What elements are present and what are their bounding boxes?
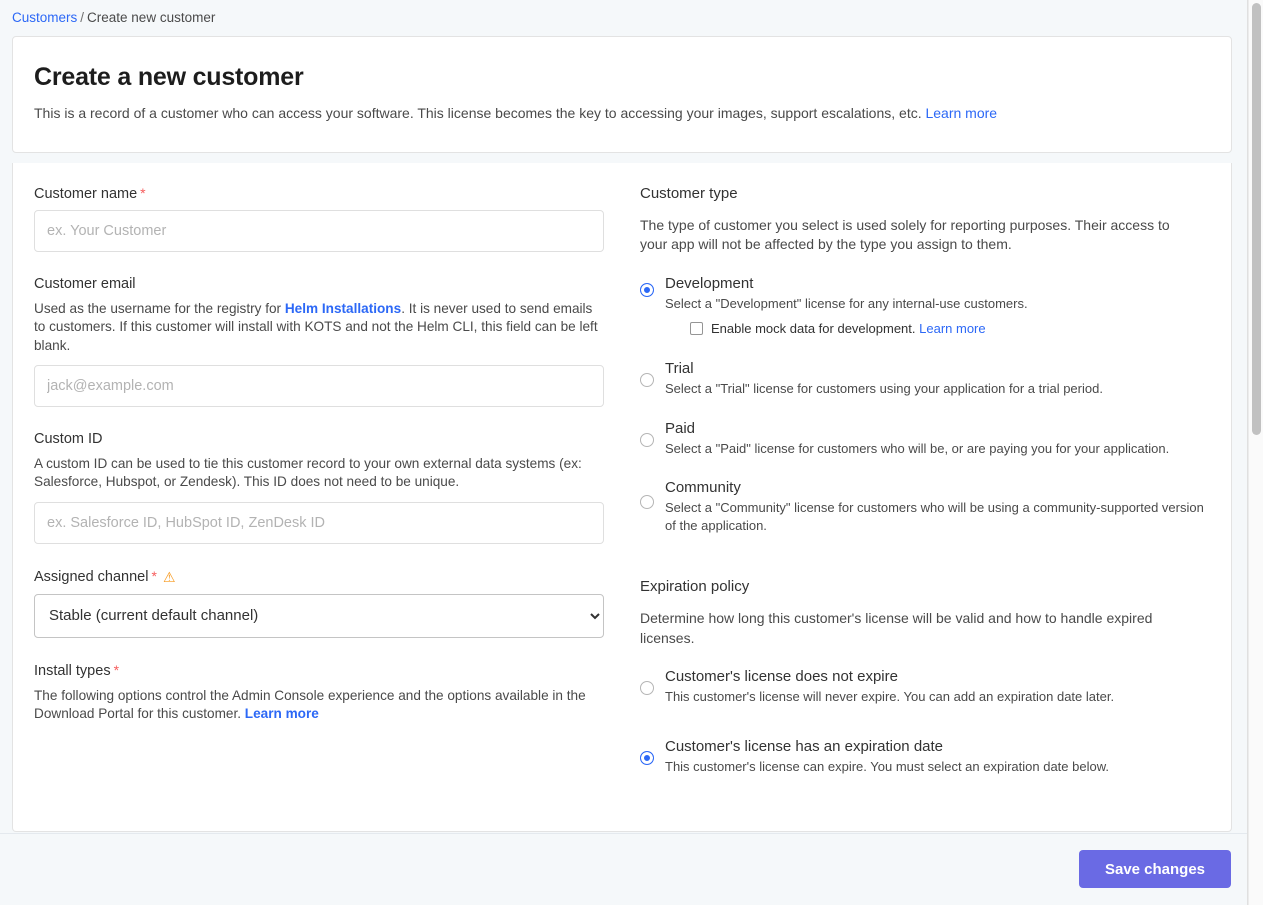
- page-title: Create a new customer: [34, 63, 304, 91]
- assigned-channel-label-text: Assigned channel: [34, 568, 149, 585]
- customer-form-card: [12, 163, 1232, 832]
- install-types-learn-more-link[interactable]: Learn more: [244, 706, 319, 722]
- radio-customer-type-trial[interactable]: [640, 360, 1232, 398]
- radio-expiration-date[interactable]: [640, 738, 1232, 776]
- radio-dot-community-icon[interactable]: [640, 495, 654, 509]
- custom-id-input[interactable]: [34, 502, 604, 544]
- radio-expiration-never[interactable]: [640, 668, 1232, 706]
- assigned-channel-required-mark: *: [151, 567, 157, 584]
- install-types-label-text: Install types: [34, 662, 111, 679]
- customer-name-label: [34, 185, 621, 202]
- radio-customer-type-community[interactable]: [640, 479, 1232, 534]
- radio-desc-expiration-date: This customer's license can expire. You must select an expiration date below.: [665, 758, 1109, 774]
- install-types-help-text: The following options control the Admin Console experience and the options available in the Download Portal for this customer.: [34, 687, 586, 722]
- breadcrumb: [12, 10, 215, 25]
- radio-label-paid: Paid: [665, 419, 696, 437]
- radio-label-expiration-date: Customer's license has an expiration date: [665, 737, 944, 755]
- customer-name-required-mark: *: [140, 185, 146, 201]
- page-description: [34, 105, 1231, 121]
- customer-email-label: Customer email: [34, 276, 136, 292]
- form-footer: [0, 833, 1247, 905]
- header-learn-more-link[interactable]: Learn more: [925, 105, 998, 121]
- radio-desc-development: Select a "Development" license for any internal-use customers.: [665, 295, 1028, 311]
- radio-desc-community: Select a "Community" license for customers who will be using a community-supported version of the application.: [665, 500, 1204, 533]
- mock-data-checkbox-row[interactable]: [690, 321, 1232, 336]
- expiration-policy-title: Expiration policy: [640, 578, 750, 596]
- radio-dot-trial-icon[interactable]: [640, 373, 654, 387]
- radio-dot-expiration-date-icon[interactable]: [640, 751, 654, 765]
- customer-type-description: The type of customer you select is used solely for reporting purposes. Their access to your app will not be affected by the type you assign to them.: [640, 217, 1170, 253]
- page-scrollbar-track[interactable]: [1248, 0, 1263, 905]
- radio-label-trial: Trial: [665, 360, 694, 378]
- customer-email-help-part2: . It is never used to send emails to customers. If this customer will install with KOTS and not the Helm CLI, this field can be left blank.: [34, 301, 598, 353]
- form-right-column: [640, 163, 1232, 789]
- custom-id-label: Custom ID: [34, 431, 103, 448]
- install-types-help: [34, 687, 606, 724]
- radio-dot-development-icon[interactable]: [640, 283, 654, 297]
- save-changes-button[interactable]: Save changes: [1079, 850, 1231, 888]
- customer-email-help-part1: Used as the username for the registry for: [34, 301, 285, 316]
- install-types-required-mark: *: [113, 661, 120, 678]
- customer-name-label-text: Customer name: [34, 186, 138, 202]
- radio-label-expiration-never: Customer's license does not expire: [665, 667, 898, 685]
- assigned-channel-select[interactable]: [34, 594, 604, 638]
- radio-desc-expiration-never: This customer's license will never expire. You can add an expiration date later.: [665, 688, 1115, 704]
- radio-dot-paid-icon[interactable]: [640, 433, 654, 447]
- mock-data-label-text: Enable mock data for development.: [711, 321, 916, 337]
- checkbox-mock-data-icon[interactable]: [690, 322, 703, 335]
- customer-email-input[interactable]: [34, 365, 604, 407]
- expiration-policy-description: Determine how long this customer's license will be valid and how to handle expired licenses.: [640, 610, 1153, 646]
- customer-name-input[interactable]: [34, 210, 604, 252]
- helm-installations-link[interactable]: Helm Installations: [284, 301, 402, 316]
- warning-triangle-icon: ⚠: [162, 568, 176, 585]
- mock-data-label: [711, 321, 986, 336]
- page-description-text: This is a record of a customer who can access your software. This license becomes the key to accessing your images, support escalations, etc.: [34, 105, 922, 121]
- radio-desc-paid: Select a "Paid" license for customers who will be, or are paying you for your application.: [665, 440, 1170, 456]
- radio-customer-type-paid[interactable]: [640, 420, 1232, 458]
- mock-data-learn-more-link[interactable]: Learn more: [919, 321, 986, 337]
- customer-email-help: [34, 300, 606, 355]
- form-left-column: [13, 163, 621, 733]
- install-types-label: [34, 662, 621, 679]
- radio-dot-expiration-never-icon[interactable]: [640, 681, 654, 695]
- breadcrumb-link-customers[interactable]: Customers: [12, 10, 78, 25]
- breadcrumb-current: Create new customer: [87, 10, 216, 25]
- assigned-channel-label: [34, 568, 621, 586]
- breadcrumb-separator: /: [80, 10, 85, 25]
- customer-type-title: Customer type: [640, 185, 738, 202]
- radio-label-community: Community: [665, 479, 741, 497]
- header-card: [12, 36, 1232, 153]
- radio-desc-trial: Select a "Trial" license for customers using your application for a trial period.: [665, 381, 1103, 397]
- custom-id-help: A custom ID can be used to tie this customer record to your own external data systems (ex: Salesforce, Hubspot, or Zendesk). This ID does not need to be unique.: [34, 456, 582, 490]
- page-scrollbar-thumb[interactable]: [1252, 3, 1261, 435]
- radio-label-development: Development: [665, 274, 754, 292]
- radio-customer-type-development[interactable]: [640, 275, 1232, 337]
